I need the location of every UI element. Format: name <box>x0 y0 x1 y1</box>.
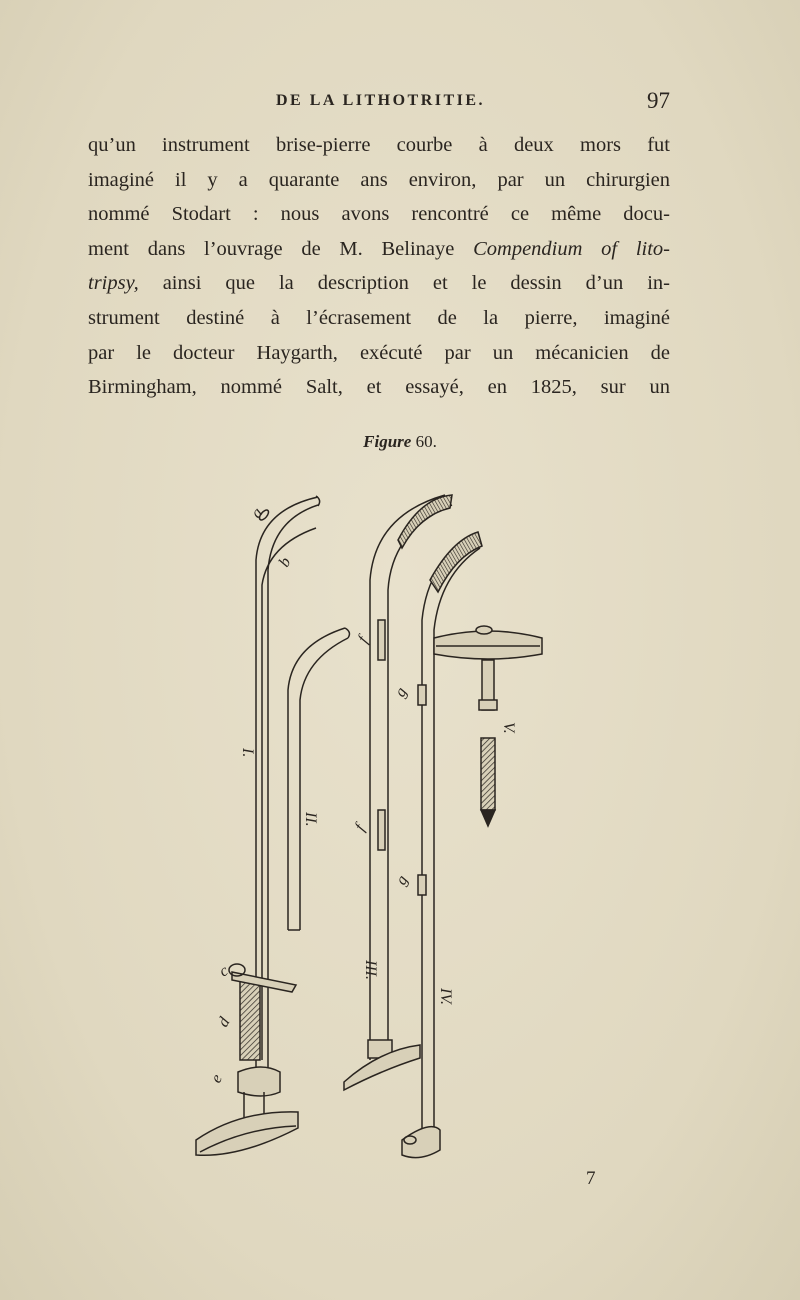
label-letter-g: g <box>391 684 411 700</box>
lithotrite-engraving <box>180 480 560 1170</box>
label-roman-iii: III. <box>362 960 379 980</box>
book-title-italic: tripsy, <box>88 272 139 295</box>
signature-mark: 7 <box>586 1168 596 1189</box>
book-title-italic: Compendium of lito- <box>473 237 670 260</box>
label-letter-f: f <box>351 821 369 834</box>
body-text <box>88 128 670 405</box>
figure-illustration <box>180 480 560 1170</box>
label-letter-g: g <box>392 872 412 888</box>
text-line: ment dans l’ouvrage de M. Belinaye Compendium of lito- <box>88 237 670 260</box>
page-number: 97 <box>647 88 670 113</box>
label-letter-c: c <box>216 962 232 981</box>
figure-caption-word: Figure <box>363 432 412 451</box>
text-line: qu’un instrument brise-pierre courbe à deux mors fut <box>88 134 670 156</box>
instrument-v <box>434 626 542 826</box>
figure-caption <box>0 432 800 452</box>
text-line: nommé Stodart : nous avons rencontré ce même docu- <box>88 203 670 226</box>
label-letter-f: f <box>354 633 372 646</box>
text-line: par le docteur Haygarth, exécuté par un mécanicien de <box>88 341 670 364</box>
label-letter-e: e <box>207 1071 227 1086</box>
label-roman-iv: IV. <box>437 988 454 1006</box>
label-letter-b: b <box>275 554 295 570</box>
label-roman-ii: II. <box>302 812 319 827</box>
label-roman-v: V. <box>500 722 517 734</box>
instrument-iv <box>402 532 482 1158</box>
page-header <box>88 88 670 118</box>
instrument-ii <box>288 628 349 930</box>
label-letter-a: a <box>248 504 267 522</box>
label-roman-i: I. <box>239 748 256 758</box>
running-title: DE LA LITHOTRITIE. <box>276 92 486 109</box>
label-letter-d: d <box>214 1014 234 1030</box>
text-line: imaginé il y a quarante ans environ, par un chirurgien <box>88 168 670 191</box>
figure-caption-number: 60. <box>415 432 437 451</box>
text-line: Birmingham, nommé Salt, et essayé, en 1825, sur un <box>88 376 670 399</box>
text-line: tripsy, ainsi que la description et le dessin d’un in- <box>88 272 670 295</box>
text-line: strument destiné à l’écrasement de la pierre, imaginé <box>88 306 670 329</box>
instrument-i <box>196 496 320 1155</box>
